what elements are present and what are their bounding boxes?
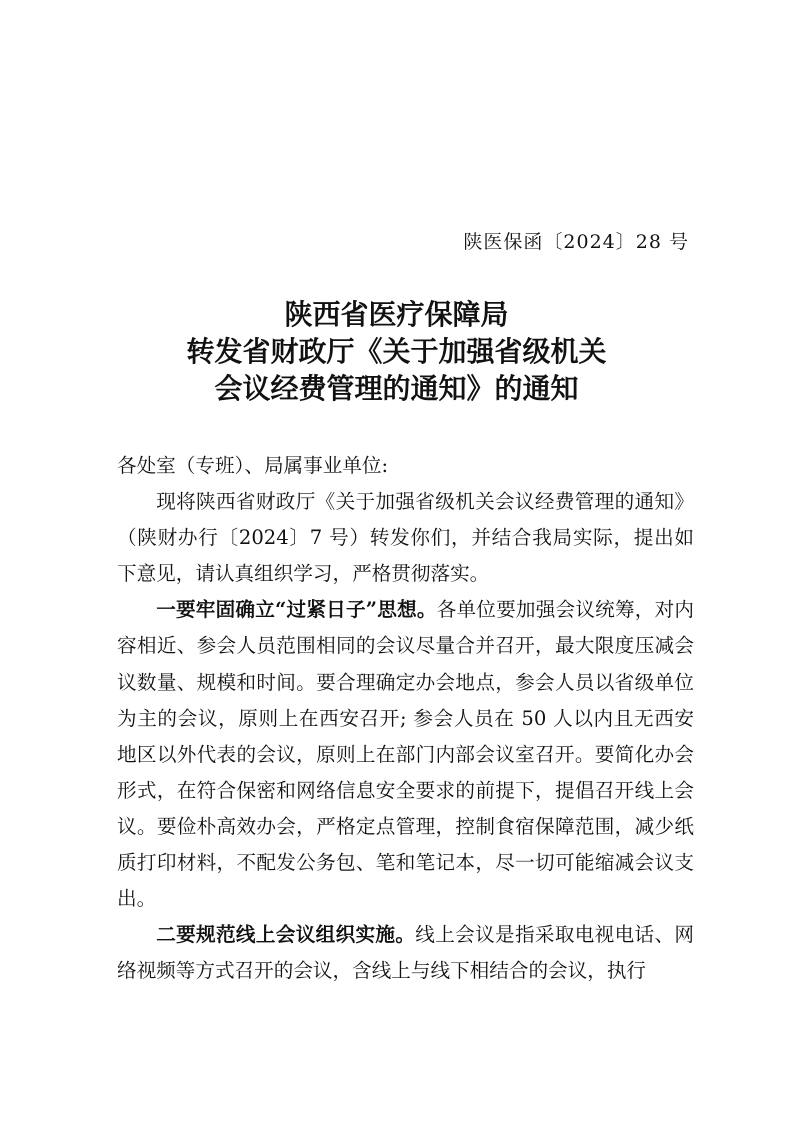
section-text-1: 各单位要加强会议统筹，对内容相近、参会人员范围相同的会议尽量合并召开，最大限度压减会议数量、规模和时间。要合理确定办会地点，参会人员以省级单位为主的会议，原则上在西安召开; 参会人员在 50 人以内且无西安地区以外代表的会议，原则上在部门内部会议室召开。要简化办会形式，在符合保密和网络信息安全要求的前提下，提倡召开线上会议。要俭朴高效办会，严格定点管理，控制食宿保障范围，减少纸质打印材料，不配发公务包、笔和笔记本，尽一切可能缩减会议支出。 [117,598,694,911]
salutation: 各处室（专班）、局属事业单位: [117,454,389,477]
title-line-1: 陕西省医疗保障局 [284,298,509,331]
section-paragraph-1 [117,592,694,917]
document-title [0,296,793,407]
document-number: 陕医保函〔2024〕28 号 [463,231,689,253]
title-line-3: 会议经费管理的通知》的通知 [214,372,579,405]
section-heading-1: 一要牢固确立“过紧日子”思想。 [156,598,437,622]
section-text-2: 线上会议是指采取电视电话、网络视频等方式召开的会议，含线上与线下相结合的会议，执行 [117,923,694,983]
title-line-2: 转发省财政厅《关于加强省级机关 [186,335,607,368]
document-body [117,448,694,989]
section-paragraph-2 [117,917,694,989]
intro-paragraph: 现将陕西省财政厅《关于加强省级机关会议经费管理的通知》（陕财办行〔2024〕7 号）转发你们，并结合我局实际，提出如下意见，请认真组织学习，严格贯彻落实。 [117,490,694,586]
section-heading-2: 二要规范线上会议组织实施。 [156,923,416,947]
